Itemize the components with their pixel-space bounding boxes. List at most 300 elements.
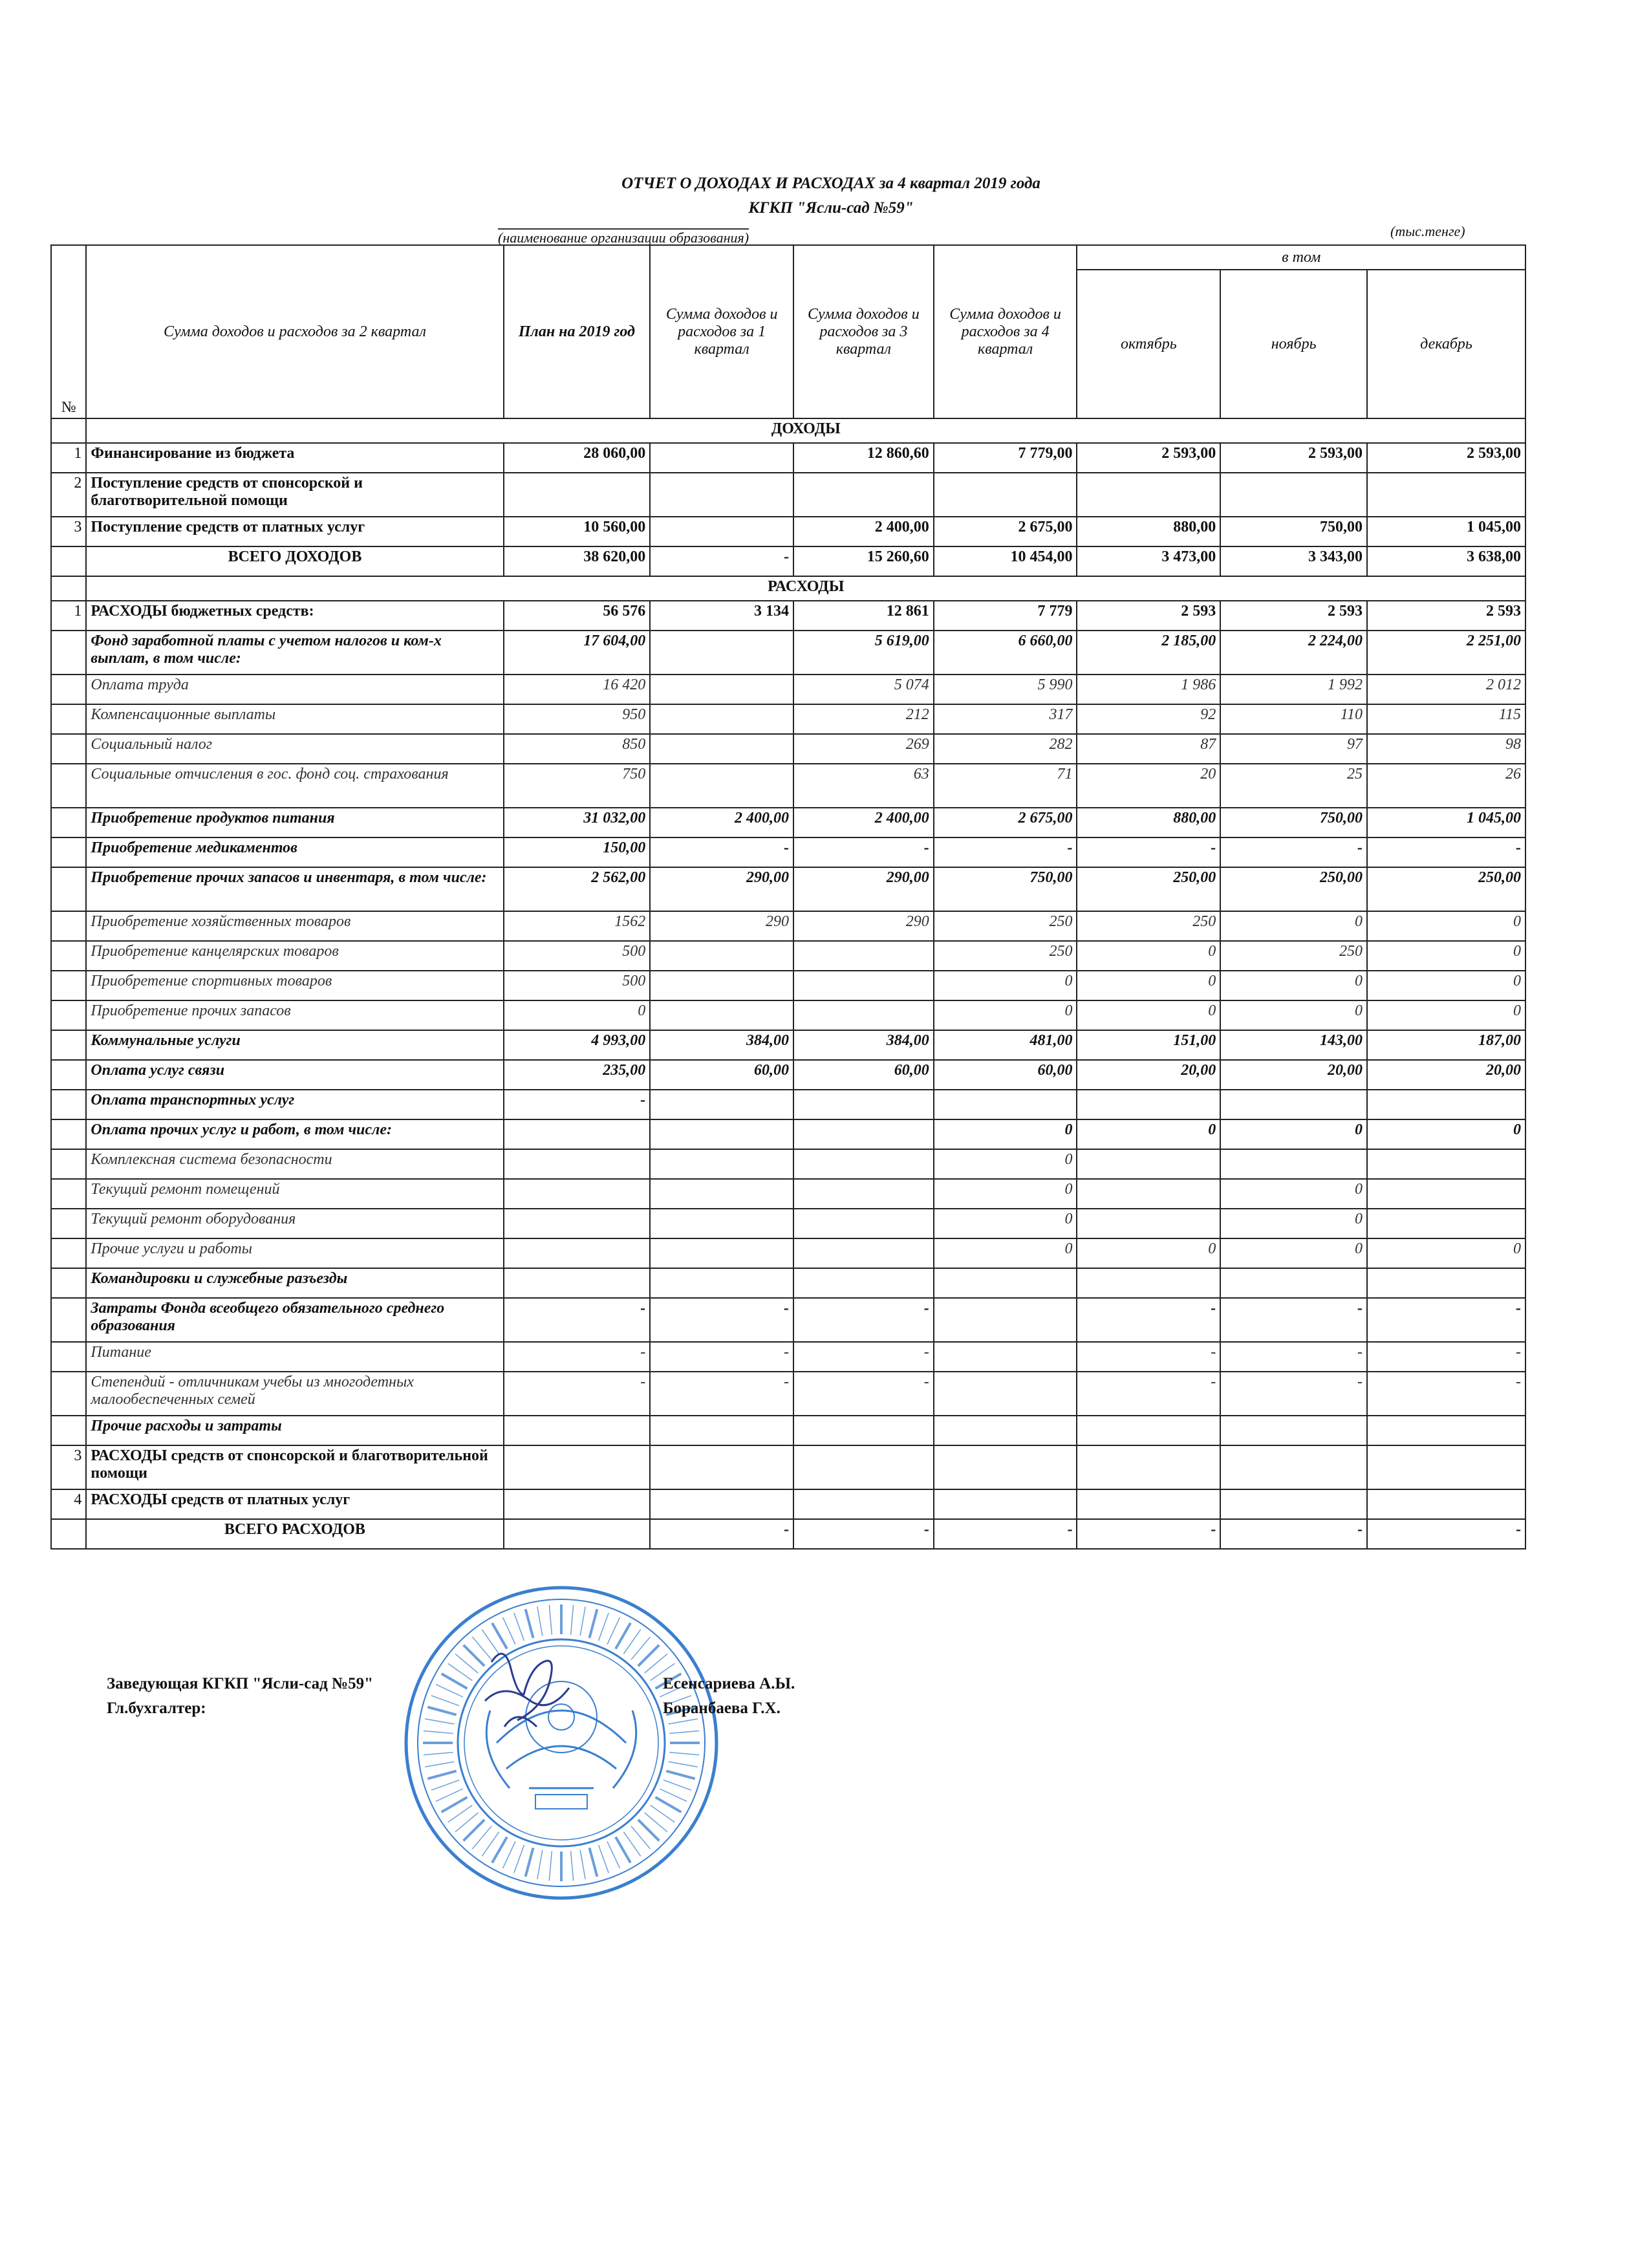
cell-dec: 187,00 xyxy=(1367,1030,1525,1060)
cell-plan xyxy=(504,1489,651,1519)
cell-plan: 2 562,00 xyxy=(504,867,651,911)
cell-q3 xyxy=(793,1268,934,1298)
cell-q4: - xyxy=(934,1519,1077,1549)
cell-oct xyxy=(1077,1268,1220,1298)
row-label: Приобретение прочих запасов и инвентаря, в том числе: xyxy=(86,867,503,911)
cell-q3 xyxy=(793,941,934,971)
cell-oct: 87 xyxy=(1077,734,1220,764)
cell-plan xyxy=(504,1209,651,1238)
row-label: Поступление средств от платных услуг xyxy=(86,517,503,546)
row-index xyxy=(51,1519,86,1549)
cell-q1 xyxy=(650,1179,793,1209)
cell-q4: 2 675,00 xyxy=(934,517,1077,546)
cell-oct: 151,00 xyxy=(1077,1030,1220,1060)
cell-nov xyxy=(1220,1268,1367,1298)
cell-dec: 0 xyxy=(1367,971,1525,1000)
cell-dec: 2 593 xyxy=(1367,601,1525,631)
cell-plan: - xyxy=(504,1372,651,1416)
cell-nov xyxy=(1220,1090,1367,1119)
cell-q4: 0 xyxy=(934,1119,1077,1149)
cell-q3 xyxy=(793,1090,934,1119)
cell-q4: 250 xyxy=(934,911,1077,941)
cell-nov: 1 992 xyxy=(1220,675,1367,704)
cell-q1 xyxy=(650,1209,793,1238)
row-index xyxy=(51,675,86,704)
cell-q4: 2 675,00 xyxy=(934,808,1077,837)
cell-plan: 31 032,00 xyxy=(504,808,651,837)
cell-dec: - xyxy=(1367,1519,1525,1549)
cell-plan: 150,00 xyxy=(504,837,651,867)
cell-q1 xyxy=(650,1416,793,1445)
cell-q3: - xyxy=(793,1342,934,1372)
cell-q3: 12 860,60 xyxy=(793,443,934,473)
cell-q3: 269 xyxy=(793,734,934,764)
row-label: Фонд заработной платы с учетом налогов и ком-х выплат, в том числе: xyxy=(86,631,503,675)
row-label: Приобретение продуктов питания xyxy=(86,808,503,837)
row-label: ВСЕГО РАСХОДОВ xyxy=(86,1519,503,1549)
col-header-name: Сумма доходов и расходов за 2 квартал xyxy=(86,245,503,418)
cell-oct: 1 986 xyxy=(1077,675,1220,704)
cell-q1: 60,00 xyxy=(650,1060,793,1090)
table-row xyxy=(51,1489,1525,1519)
row-label: Оплата транспортных услуг xyxy=(86,1090,503,1119)
row-label: Степендий - отличникам учебы из многодетных малообеспеченных семей xyxy=(86,1372,503,1416)
cell-nov: 0 xyxy=(1220,1119,1367,1149)
table-row xyxy=(51,704,1525,734)
row-label: Приобретение прочих запасов xyxy=(86,1000,503,1030)
row-label: Коммунальные услуги xyxy=(86,1030,503,1060)
row-index: 3 xyxy=(51,517,86,546)
cell-plan xyxy=(504,1149,651,1179)
row-index xyxy=(51,1149,86,1179)
cell-plan: 16 420 xyxy=(504,675,651,704)
row-index: 4 xyxy=(51,1489,86,1519)
table-row xyxy=(51,734,1525,764)
row-index xyxy=(51,808,86,837)
row-index xyxy=(51,1209,86,1238)
row-label: Социальные отчисления в гос. фонд соц. страхования xyxy=(86,764,503,808)
cell-plan xyxy=(504,1238,651,1268)
cell-nov: 2 593,00 xyxy=(1220,443,1367,473)
cell-plan: 0 xyxy=(504,1000,651,1030)
row-label: Поступление средств от спонсорской и благотворительной помощи xyxy=(86,473,503,517)
table-row xyxy=(51,1298,1525,1342)
row-index xyxy=(51,1416,86,1445)
cell-dec: 0 xyxy=(1367,941,1525,971)
table-row xyxy=(51,1268,1525,1298)
col-header-num: № xyxy=(51,245,86,418)
table-row xyxy=(51,1090,1525,1119)
cell-q3: 2 400,00 xyxy=(793,808,934,837)
cell-q4: 0 xyxy=(934,1149,1077,1179)
cell-nov: 250,00 xyxy=(1220,867,1367,911)
cell-q1: - xyxy=(650,1519,793,1549)
cell-q1: 290,00 xyxy=(650,867,793,911)
cell-dec xyxy=(1367,1090,1525,1119)
table-row xyxy=(51,1416,1525,1445)
report-header xyxy=(0,175,1649,217)
table-row xyxy=(51,1372,1525,1416)
row-index xyxy=(51,704,86,734)
cell-q4: 750,00 xyxy=(934,867,1077,911)
row-index xyxy=(51,941,86,971)
signature-names xyxy=(663,1675,795,1724)
cell-q1: - xyxy=(650,1372,793,1416)
cell-oct xyxy=(1077,1179,1220,1209)
row-label: РАСХОДЫ средств от платных услуг xyxy=(86,1489,503,1519)
cell-nov xyxy=(1220,1416,1367,1445)
col-header-oct: октябрь xyxy=(1077,270,1220,418)
row-label: ВСЕГО ДОХОДОВ xyxy=(86,546,503,576)
cell-q3: - xyxy=(793,1298,934,1342)
cell-plan: 750 xyxy=(504,764,651,808)
cell-oct: - xyxy=(1077,1372,1220,1416)
cell-q1: - xyxy=(650,1298,793,1342)
table-row xyxy=(51,473,1525,517)
row-label: РАСХОДЫ бюджетных средств: xyxy=(86,601,503,631)
cell-oct: 2 593 xyxy=(1077,601,1220,631)
cell-q4: 0 xyxy=(934,1179,1077,1209)
table-row xyxy=(51,1238,1525,1268)
cell-nov xyxy=(1220,1445,1367,1489)
cell-nov: 110 xyxy=(1220,704,1367,734)
table-row xyxy=(51,1179,1525,1209)
cell-oct: 0 xyxy=(1077,941,1220,971)
cell-nov: 0 xyxy=(1220,971,1367,1000)
cell-q3: 15 260,60 xyxy=(793,546,934,576)
cell-q3: 2 400,00 xyxy=(793,517,934,546)
cell-nov: - xyxy=(1220,1372,1367,1416)
cell-nov: 25 xyxy=(1220,764,1367,808)
cell-q3: 290,00 xyxy=(793,867,934,911)
cell-q4: 60,00 xyxy=(934,1060,1077,1090)
row-index: 1 xyxy=(51,443,86,473)
cell-q3: - xyxy=(793,837,934,867)
row-index xyxy=(51,546,86,576)
head-name: Есенсариева А.Ы. xyxy=(663,1675,795,1692)
row-label: РАСХОДЫ средств от спонсорской и благотворительной помощи xyxy=(86,1445,503,1489)
row-index: 2 xyxy=(51,473,86,517)
cell-plan: 1562 xyxy=(504,911,651,941)
cell-plan: 38 620,00 xyxy=(504,546,651,576)
row-label: Компенсационные выплаты xyxy=(86,704,503,734)
head-label: Заведующая КГКП "Ясли-сад №59" xyxy=(107,1675,374,1692)
cell-plan xyxy=(504,473,651,517)
cell-q3 xyxy=(793,1445,934,1489)
row-index xyxy=(51,971,86,1000)
income-section-header xyxy=(51,418,1525,443)
cell-q3: 12 861 xyxy=(793,601,934,631)
cell-plan: 235,00 xyxy=(504,1060,651,1090)
cell-oct xyxy=(1077,1209,1220,1238)
cell-plan: 56 576 xyxy=(504,601,651,631)
table-row xyxy=(51,1060,1525,1090)
cell-q3: 63 xyxy=(793,764,934,808)
cell-plan xyxy=(504,1179,651,1209)
cell-oct: 0 xyxy=(1077,1000,1220,1030)
cell-dec: 3 638,00 xyxy=(1367,546,1525,576)
table-row xyxy=(51,1342,1525,1372)
cell-q1: 3 134 xyxy=(650,601,793,631)
cell-q1 xyxy=(650,704,793,734)
organization-caption: (наименование организации образования) xyxy=(498,230,749,246)
table-row xyxy=(51,808,1525,837)
table-row xyxy=(51,1149,1525,1179)
row-label: Приобретение медикаментов xyxy=(86,837,503,867)
row-index xyxy=(51,1179,86,1209)
cell-q3: 212 xyxy=(793,704,934,734)
cell-q1 xyxy=(650,675,793,704)
cell-oct: 0 xyxy=(1077,1119,1220,1149)
cell-nov: 143,00 xyxy=(1220,1030,1367,1060)
cell-oct xyxy=(1077,1489,1220,1519)
cell-oct: 2 185,00 xyxy=(1077,631,1220,675)
cell-nov xyxy=(1220,1149,1367,1179)
row-index xyxy=(51,631,86,675)
organization-name: КГКП "Ясли-сад №59" xyxy=(748,199,914,217)
cell-nov: 750,00 xyxy=(1220,808,1367,837)
cell-plan xyxy=(504,1416,651,1445)
cell-oct: 250,00 xyxy=(1077,867,1220,911)
table-row xyxy=(51,1000,1525,1030)
row-index xyxy=(51,1298,86,1342)
accountant-name: Боранбаева Г.Х. xyxy=(663,1700,781,1717)
cell-q1: 2 400,00 xyxy=(650,808,793,837)
section-title: ДОХОДЫ xyxy=(86,418,1525,443)
col-header-including: в том xyxy=(1077,245,1525,270)
row-index xyxy=(51,1030,86,1060)
cell-nov: - xyxy=(1220,837,1367,867)
cell-oct xyxy=(1077,1445,1220,1489)
cell-nov: 0 xyxy=(1220,1238,1367,1268)
cell-nov: 2 224,00 xyxy=(1220,631,1367,675)
cell-oct: 0 xyxy=(1077,971,1220,1000)
col-header-q4: Сумма доходов и расходов за 4 квартал xyxy=(934,245,1077,418)
cell-dec: - xyxy=(1367,1342,1525,1372)
row-index xyxy=(51,1090,86,1119)
cell-q1 xyxy=(650,443,793,473)
cell-q3 xyxy=(793,1149,934,1179)
cell-q4: 6 660,00 xyxy=(934,631,1077,675)
row-label: Оплата услуг связи xyxy=(86,1060,503,1090)
cell-q1: - xyxy=(650,546,793,576)
cell-dec: 2 251,00 xyxy=(1367,631,1525,675)
cell-q3: 384,00 xyxy=(793,1030,934,1060)
cell-nov: 3 343,00 xyxy=(1220,546,1367,576)
cell-q1 xyxy=(650,1268,793,1298)
cell-nov: 2 593 xyxy=(1220,601,1367,631)
cell-nov: 250 xyxy=(1220,941,1367,971)
cell-plan: 28 060,00 xyxy=(504,443,651,473)
cell-q3 xyxy=(793,971,934,1000)
cell-dec: 98 xyxy=(1367,734,1525,764)
cell-dec: 2 593,00 xyxy=(1367,443,1525,473)
cell-q1 xyxy=(650,1489,793,1519)
table-row xyxy=(51,837,1525,867)
accountant-label: Гл.бухгалтер: xyxy=(107,1700,206,1717)
cell-plan: - xyxy=(504,1090,651,1119)
cell-q4: 7 779,00 xyxy=(934,443,1077,473)
table-row xyxy=(51,1519,1525,1549)
cell-oct xyxy=(1077,473,1220,517)
cell-q3 xyxy=(793,1238,934,1268)
table-row xyxy=(51,1030,1525,1060)
cell-oct: 20 xyxy=(1077,764,1220,808)
table-row xyxy=(51,631,1525,675)
table-row xyxy=(51,1119,1525,1149)
cell-nov: 0 xyxy=(1220,1000,1367,1030)
table-row xyxy=(51,971,1525,1000)
cell-q1 xyxy=(650,473,793,517)
row-label: Приобретение спортивных товаров xyxy=(86,971,503,1000)
cell-q1 xyxy=(650,1090,793,1119)
cell-dec: 2 012 xyxy=(1367,675,1525,704)
units-label: (тыс.тенге) xyxy=(1390,223,1465,239)
cell-dec: 1 045,00 xyxy=(1367,808,1525,837)
section-title: РАСХОДЫ xyxy=(86,576,1525,601)
cell-oct: - xyxy=(1077,1519,1220,1549)
row-index: 1 xyxy=(51,601,86,631)
table-row xyxy=(51,546,1525,576)
cell-plan: 17 604,00 xyxy=(504,631,651,675)
cell-dec xyxy=(1367,1489,1525,1519)
section-num-cell xyxy=(51,576,86,601)
cell-q1 xyxy=(650,764,793,808)
cell-nov: 0 xyxy=(1220,911,1367,941)
cell-q4 xyxy=(934,1090,1077,1119)
row-index xyxy=(51,1119,86,1149)
cell-q1 xyxy=(650,941,793,971)
cell-q3: 60,00 xyxy=(793,1060,934,1090)
cell-q1: - xyxy=(650,1342,793,1372)
cell-q4: 0 xyxy=(934,1209,1077,1238)
cell-plan: - xyxy=(504,1342,651,1372)
cell-q1: 384,00 xyxy=(650,1030,793,1060)
cell-nov: 0 xyxy=(1220,1209,1367,1238)
cell-q1 xyxy=(650,734,793,764)
row-label: Текущий ремонт помещений xyxy=(86,1179,503,1209)
cell-plan: - xyxy=(504,1298,651,1342)
row-index xyxy=(51,837,86,867)
cell-q1 xyxy=(650,1445,793,1489)
cell-q4: 71 xyxy=(934,764,1077,808)
col-header-plan: План на 2019 год xyxy=(504,245,651,418)
cell-plan: 850 xyxy=(504,734,651,764)
cell-q4: 0 xyxy=(934,1238,1077,1268)
expense-section-header xyxy=(51,576,1525,601)
signature-scribble xyxy=(466,1643,595,1740)
cell-dec: - xyxy=(1367,1298,1525,1342)
signature-labels xyxy=(107,1675,373,1724)
cell-q3: - xyxy=(793,1519,934,1549)
cell-dec: - xyxy=(1367,837,1525,867)
table-row xyxy=(51,764,1525,808)
row-label: Питание xyxy=(86,1342,503,1372)
col-header-q1: Сумма доходов и расходов за 1 квартал xyxy=(650,245,793,418)
cell-oct: - xyxy=(1077,837,1220,867)
cell-plan xyxy=(504,1519,651,1549)
table-row xyxy=(51,443,1525,473)
cell-oct: 880,00 xyxy=(1077,517,1220,546)
table-row xyxy=(51,911,1525,941)
row-index xyxy=(51,911,86,941)
cell-q4 xyxy=(934,1489,1077,1519)
row-label: Затраты Фонда всеобщего обязательного среднего образования xyxy=(86,1298,503,1342)
cell-q4 xyxy=(934,1342,1077,1372)
cell-oct: 880,00 xyxy=(1077,808,1220,837)
table-row xyxy=(51,517,1525,546)
cell-dec xyxy=(1367,473,1525,517)
cell-oct: 20,00 xyxy=(1077,1060,1220,1090)
cell-q4: 0 xyxy=(934,1000,1077,1030)
cell-dec xyxy=(1367,1268,1525,1298)
cell-nov: 0 xyxy=(1220,1179,1367,1209)
cell-nov: 97 xyxy=(1220,734,1367,764)
row-label: Финансирование из бюджета xyxy=(86,443,503,473)
cell-oct xyxy=(1077,1416,1220,1445)
row-label: Текущий ремонт оборудования xyxy=(86,1209,503,1238)
cell-q1 xyxy=(650,971,793,1000)
report-title: ОТЧЕТ О ДОХОДАХ И РАСХОДАХ за 4 квартал 2019 года xyxy=(621,175,1040,192)
cell-oct: 92 xyxy=(1077,704,1220,734)
cell-oct: - xyxy=(1077,1342,1220,1372)
cell-oct: 2 593,00 xyxy=(1077,443,1220,473)
cell-q4: - xyxy=(934,837,1077,867)
row-index xyxy=(51,734,86,764)
row-label: Прочие расходы и затраты xyxy=(86,1416,503,1445)
cell-q1 xyxy=(650,1000,793,1030)
cell-q3 xyxy=(793,1119,934,1149)
cell-q4 xyxy=(934,1416,1077,1445)
cell-dec: 20,00 xyxy=(1367,1060,1525,1090)
cell-q4: 7 779 xyxy=(934,601,1077,631)
cell-nov: - xyxy=(1220,1298,1367,1342)
cell-plan: 4 993,00 xyxy=(504,1030,651,1060)
row-label: Приобретение хозяйственных товаров xyxy=(86,911,503,941)
cell-oct: 250 xyxy=(1077,911,1220,941)
cell-dec: 26 xyxy=(1367,764,1525,808)
row-index: 3 xyxy=(51,1445,86,1489)
cell-nov: 20,00 xyxy=(1220,1060,1367,1090)
row-label: Приобретение канцелярских товаров xyxy=(86,941,503,971)
cell-q4: 481,00 xyxy=(934,1030,1077,1060)
cell-q1: 290 xyxy=(650,911,793,941)
cell-q3 xyxy=(793,1489,934,1519)
cell-plan: 500 xyxy=(504,971,651,1000)
row-label: Оплата прочих услуг и работ, в том числе: xyxy=(86,1119,503,1149)
row-index xyxy=(51,1372,86,1416)
row-index xyxy=(51,1268,86,1298)
cell-q3 xyxy=(793,1209,934,1238)
cell-plan xyxy=(504,1268,651,1298)
table-row xyxy=(51,675,1525,704)
cell-plan xyxy=(504,1445,651,1489)
cell-dec xyxy=(1367,1149,1525,1179)
cell-q4 xyxy=(934,1268,1077,1298)
cell-q3 xyxy=(793,473,934,517)
cell-oct: 3 473,00 xyxy=(1077,546,1220,576)
cell-oct xyxy=(1077,1149,1220,1179)
cell-plan: 950 xyxy=(504,704,651,734)
cell-dec: 0 xyxy=(1367,1238,1525,1268)
cell-q4: 10 454,00 xyxy=(934,546,1077,576)
row-label: Командировки и служебные разъезды xyxy=(86,1268,503,1298)
cell-oct: 0 xyxy=(1077,1238,1220,1268)
cell-nov: - xyxy=(1220,1342,1367,1372)
cell-oct: - xyxy=(1077,1298,1220,1342)
cell-dec: 0 xyxy=(1367,1119,1525,1149)
cell-q4 xyxy=(934,1445,1077,1489)
